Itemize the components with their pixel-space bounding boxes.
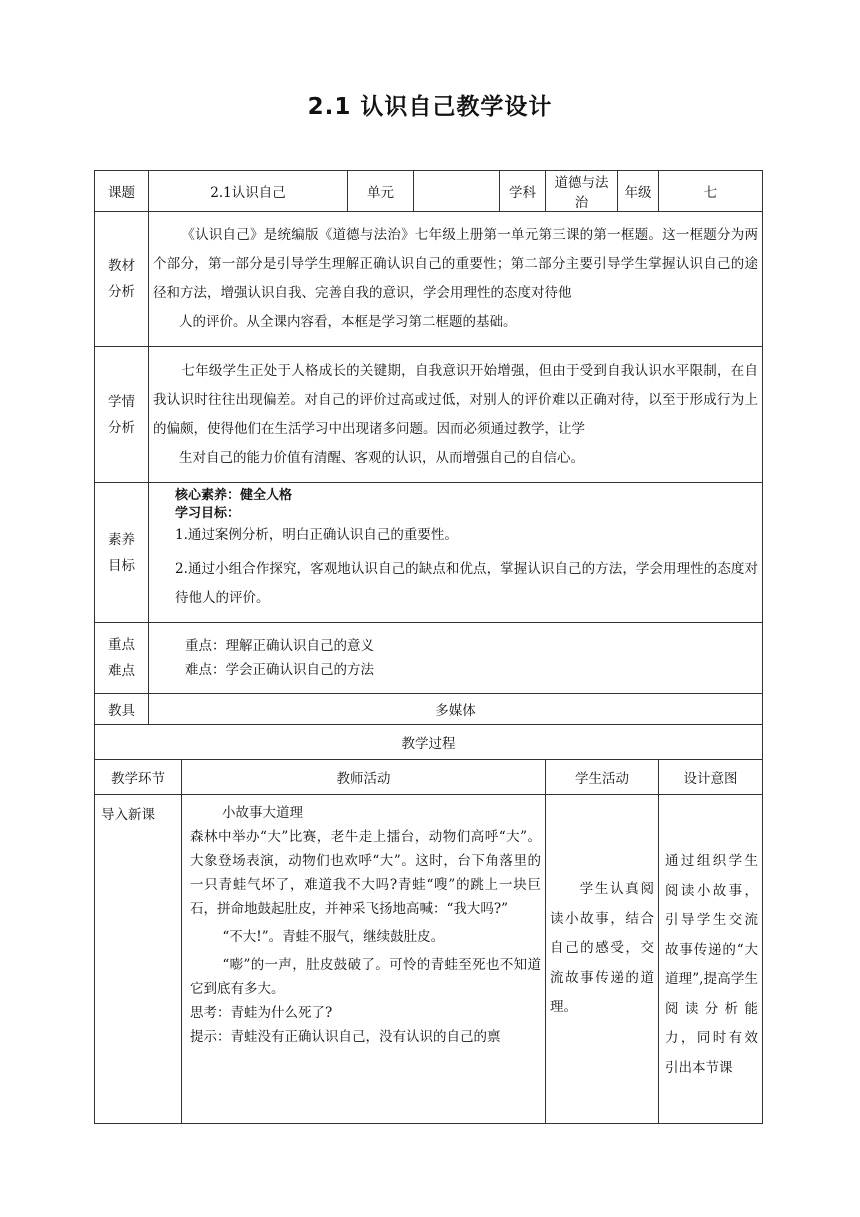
col-teacher: 教师活动 (182, 760, 546, 795)
literacy-goals-row (95, 483, 763, 623)
story-paragraph: “嘭”的一声，肚皮鼓破了。可怜的青蛙至死也不知道它到底有多大。 (190, 957, 542, 997)
stage-cell: 导入新课 (95, 795, 182, 1124)
topic-label: 课题 (95, 171, 149, 212)
textbook-analysis-text: 《认识自己》是统编版《道德与法治》七年级上册第一单元第三课的第一框题。这一框题分为两个部分，第一部分是引导学生理解正确认识自己的重要性；第二部分主要引导学生掌握认识自己的途径和方法，增强认识自我、完善自我的意识，学会用理性的态度对待他 (153, 227, 759, 301)
tools-row (95, 694, 763, 725)
tools-label: 教具 (95, 694, 149, 725)
key-points-label (95, 623, 149, 694)
lesson-plan-table (94, 170, 763, 1124)
core-literacy: 核心素养：健全人格 (175, 488, 293, 503)
learner-analysis-text-last: 生对自己的能力价值有清醒、客观的认识，从而增强自己的自信心。 (179, 449, 584, 466)
label-line: 分析 (108, 284, 135, 300)
story-paragraph: “不大!”。青蛙不服气，继续鼓肚皮。 (222, 929, 445, 945)
hint-text: 提示：青蛙没有正确认识自己，没有认识的自己的禀 (190, 1029, 501, 1045)
process-columns-row (95, 760, 763, 795)
key-point: 重点：理解正确认识自己的意义 (185, 638, 374, 654)
teacher-activity (182, 795, 546, 1124)
student-activity: 学生认真阅读小故事，结合自己的感受，交流故事传递的道理。 (546, 795, 659, 1124)
literacy-goals-content (149, 483, 763, 623)
document-title: 2.1 认识自己教学设计 (307, 94, 553, 120)
label-line: 重点 (108, 637, 135, 653)
process-row (95, 795, 763, 1124)
subject-label: 学科 (500, 171, 546, 212)
label-line: 分析 (108, 419, 135, 436)
design-intent: 通过组织学生阅读小故事，引导学生交流故事传递的“大道理”,提高学生阅读分析能力，同时有效引出本节课 (659, 795, 763, 1124)
process-heading: 教学过程 (95, 725, 763, 760)
story-title: 小故事大道理 (222, 805, 303, 821)
textbook-analysis-content (149, 212, 763, 347)
grade-value: 七 (659, 171, 763, 212)
col-stage: 教学环节 (95, 760, 182, 795)
label-line: 教材 (108, 258, 135, 274)
col-student: 学生活动 (546, 760, 659, 795)
learner-analysis-label (95, 347, 149, 483)
learner-analysis-row (95, 347, 763, 483)
unit-value (414, 171, 500, 212)
tools-value: 多媒体 (149, 694, 763, 725)
label-line: 学情 (108, 393, 135, 410)
think-question: 思考：青蛙为什么死了? (190, 1005, 333, 1021)
key-points-content (149, 623, 763, 694)
topic-value: 2.1认识自己 (149, 171, 348, 212)
goals-heading: 学习目标： (175, 506, 241, 521)
learner-analysis-text: 七年级学生正处于人格成长的关键期，自我意识开始增强，但由于受到自我认识水平限制，在自我认识时往往出现偏差。对自己的评价过高或过低，对别人的评价难以正确对待，以至于形成行为上的偏颇，使得他们在生活学习中出现诸多问题。因而必须通过教学，让学 (153, 362, 759, 437)
goal-1: 1.通过案例分析，明白正确认识自己的重要性。 (175, 527, 458, 543)
grade-label: 年级 (618, 171, 659, 212)
label-line: 难点 (108, 663, 135, 679)
learner-analysis-content (149, 347, 763, 483)
process-heading-row (95, 725, 763, 760)
difficult-point: 难点：学会正确认识自己的方法 (185, 662, 374, 678)
textbook-analysis-text-last: 人的评价。从全课内容看，本框是学习第二框题的基础。 (179, 314, 517, 330)
story-paragraph: 森林中举办“大”比赛，老牛走上擂台，动物们高呼“大”。大象登场表演，动物们也欢呼“大”。这时，台下角落里的一只青蛙气坏了，难道我不大吗?青蛙“嗖”的跳上一块巨石，拼命地鼓起肚皮，并神采飞扬地高喊：“我大吗?” (190, 829, 542, 917)
subject-value: 道德与法治 (546, 171, 618, 212)
key-points-row (95, 623, 763, 694)
textbook-analysis-row (95, 212, 763, 347)
goal-2: 2.通过小组合作探究，客观地认识自己的缺点和优点，掌握认识自己的方法，学会用理性的态度对待他人的评价。 (175, 561, 759, 606)
unit-label: 单元 (348, 171, 414, 212)
header-row (95, 171, 763, 212)
col-intent: 设计意图 (659, 760, 763, 795)
label-line: 素养 (108, 531, 135, 548)
textbook-analysis-label (95, 212, 149, 347)
label-line: 目标 (108, 557, 135, 574)
literacy-goals-label (95, 483, 149, 623)
